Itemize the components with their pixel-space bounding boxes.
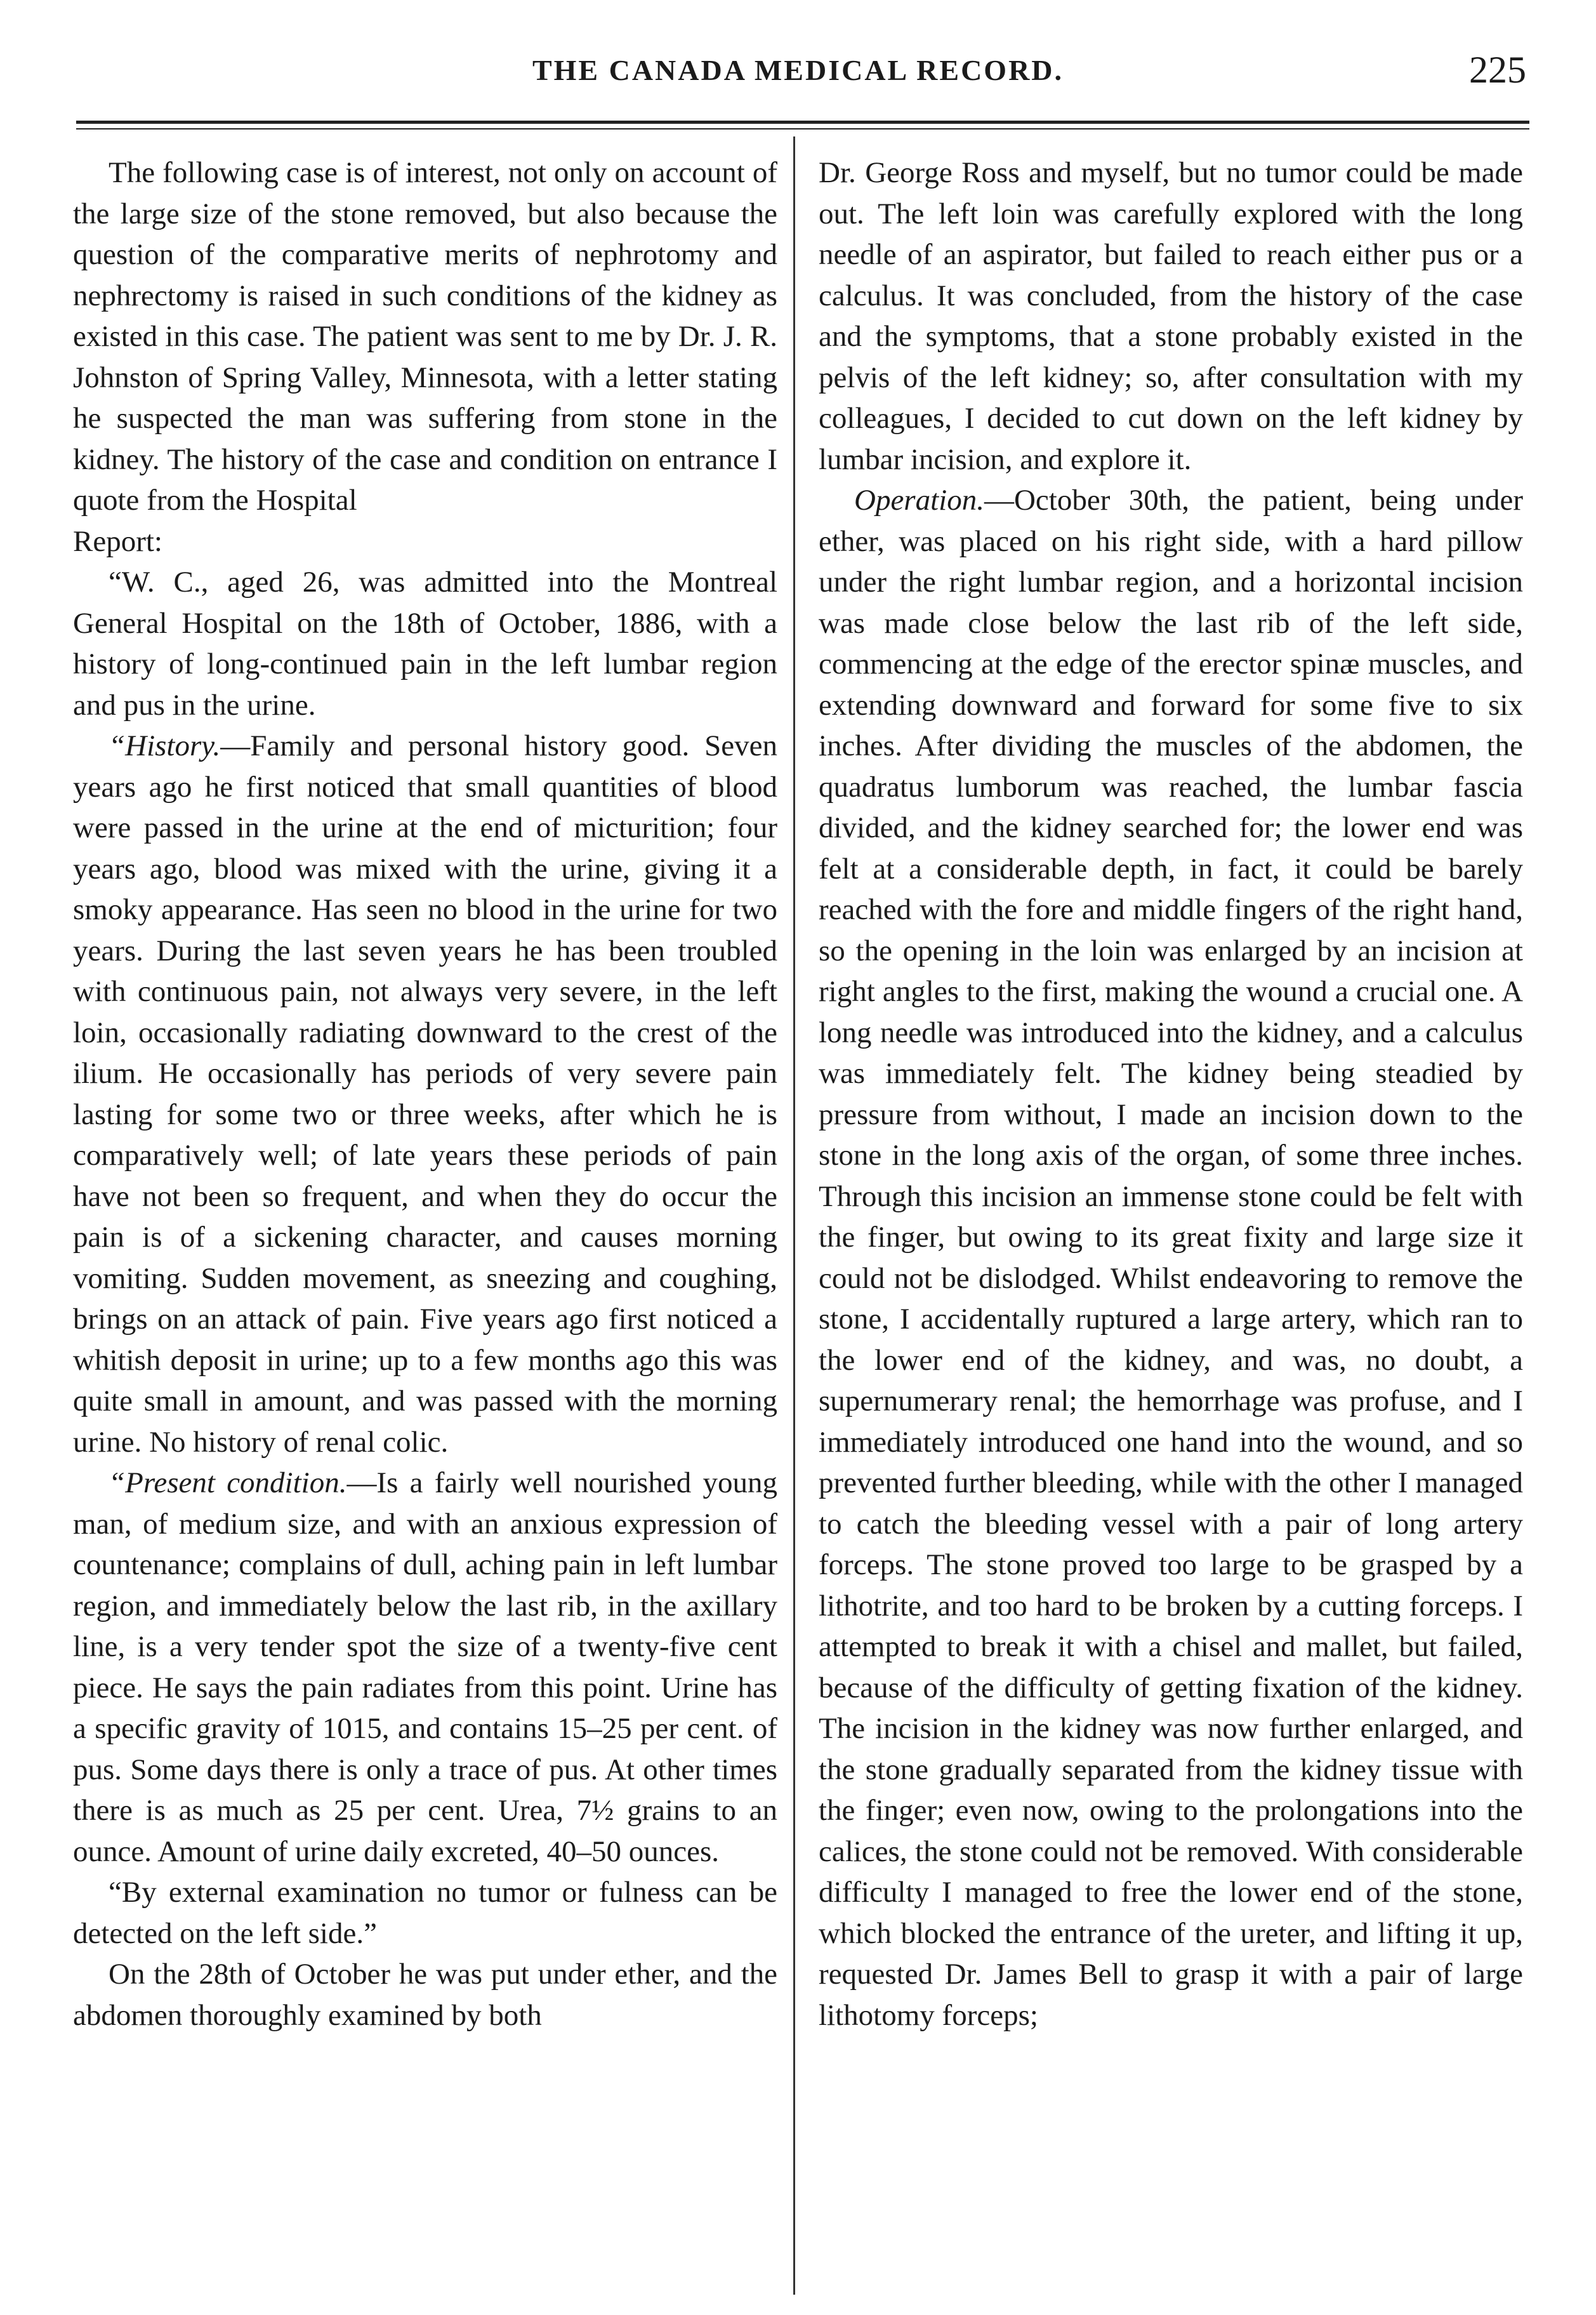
intro-paragraph [73,152,777,521]
history-text: —Family and personal history good. Seven years ago he first noticed that small quantities of blood were passed in the urine at the end of micturition; four years ago, blood was mixed with the urine, giving it a smoky appearance. Has seen no blood in the urine for two years. During the last seven years he has been troubled with continuous pain, not always very severe, in the left loin, occasionally radiating downward to the crest of the ilium. He occasionally has periods of very severe pain lasting for some two or three weeks, after which he is comparatively well; of late years these periods of pain have not been so frequent, and when they do occur the pain is of a sickening character, and causes morning vomiting. Sudden movement, as sneezing and coughing, brings on an attack of pain. Five years ago first noticed a whitish deposit in urine; up to a few months ago this was quite small in amount, and was passed with the morning urine. No history of renal colic. [73,729,777,1459]
external-exam-text: “By external examination no tumor or fulness can be detected on the left side.” [73,1876,777,1950]
history-heading: “History. [109,729,221,762]
header-rule-thin [76,128,1529,129]
continued-paragraph [819,152,1523,480]
present-condition-text: —Is a fairly well nourished young man, of medium size, and with an anxious expression of countenance; complains of dull, aching pain in left lumbar region, and immediately below the last rib, in the axillary line, is a very tender spot the size of a twenty-five cent piece. He says the pain radiates from this point. Urine has a specific gravity of 1015, and contains 15–25 per cent. of pus. Some days there is only a trace of pus. At other times there is as much as 25 per cent. Urea, 7½ grains to an ounce. Amount of urine daily excreted, 40–50 ounces. [73,1466,777,1868]
present-condition-heading: “Present condition. [109,1466,347,1499]
present-condition-paragraph [73,1463,777,1872]
operation-text: —October 30th, the patient, being under ether, was placed on his right side, with a hard pillow under the right lumbar region, and a horizontal incision was made close below the last rib of the left side, commencing at the edge of the erector spinæ muscles, and extending downward and forward for some five to six inches. After dividing the muscles of the abdomen, the quadratus lumborum was reached, the lumbar fascia divided, and the kidney searched for; the lower end was felt at a considerable depth, in fact, it could be barely reached with the fore and middle fingers of the right hand, so the opening in the loin was enlarged by an incision at right angles to the first, making the wound a crucial one. A long needle was introduced into the kidney, and a calculus was immediately felt. The kidney being steadied by pressure from without, I made an incision down to the stone in the long axis of the organ, of some three inches. Through this incision an immense stone could be felt with the finger, but owing to its great fixity and large size it could not be dislodged. Whilst endeavoring to remove the stone, I accidentally ruptured a large artery, which ran to the lower end of the kidney, and was, no doubt, a supernumerary renal; the hemorrhage was profuse, and I immediately introduced one hand into the wound, and so prevented further bleeding, while with the other I managed to catch the bleeding vessel with a pair of long artery forceps. The stone proved too large to be grasped by a lithotrite, and too hard to be broken by a cutting forceps. I attempted to break it with a chisel and mallet, but failed, because of the difficulty of getting fixation of the kidney. The incision in the kidney was now further enlarged, and the stone gradually separated from the kidney tissue with the finger; even now, owing to the prolongations into the calices, the stone could not be removed. With considerable difficulty I managed to free the lower end of the stone, which blocked the entrance of the ureter, and lifting it up, requested Dr. James Bell to grasp it with a pair of large lithotomy forceps; [819,484,1523,2032]
left-column [73,152,777,2285]
ether-exam-text: On the 28th of October he was put under ether, and the abdomen thoroughly examined by both [73,1958,777,2032]
column-divider [793,136,795,2295]
external-exam-paragraph [73,1872,777,1954]
admission-paragraph [73,562,777,726]
admission-text: “W. C., aged 26, was admitted into the Montreal General Hospital on the 18th of October, 1886, with a history of long-continued pain in the left lumbar region and pus in the urine. [73,566,777,722]
journal-title: THE CANADA MEDICAL RECORD. [532,54,1064,86]
ether-exam-paragraph [73,1954,777,2036]
continued-text: Dr. George Ross and myself, but no tumor could be made out. The left loin was carefully explored with the long needle of an aspirator, but failed to reach either pus or a calculus. It was concluded, from the history of the case and the symptoms, that a stone probably existed in the pelvis of the left kidney; so, after consultation with my colleagues, I decided to cut down on the left kidney by lumbar incision, and explore it. [819,156,1523,476]
report-label: Report: [73,524,162,558]
operation-heading: Operation. [854,484,984,517]
history-paragraph [73,726,777,1463]
intro-paragraph-end [73,521,777,562]
operation-paragraph [819,480,1523,2036]
page-number: 225 [1469,49,1526,91]
intro-text: The following case is of interest, not only on account of the large size of the stone removed, but also because the question of the comparative merits of nephrotomy and nephrectomy is raised in such conditions of the kidney as existed in this case. The patient was sent to me by Dr. J. R. Johnston of Spring Valley, Minnesota, with a letter stating he suspected the man was suffering from stone in the kidney. The history of the case and condition on entrance I quote from the Hospital [73,156,777,517]
running-head [70,49,1526,110]
header-rule-thick [76,121,1529,124]
right-column [819,152,1523,2285]
